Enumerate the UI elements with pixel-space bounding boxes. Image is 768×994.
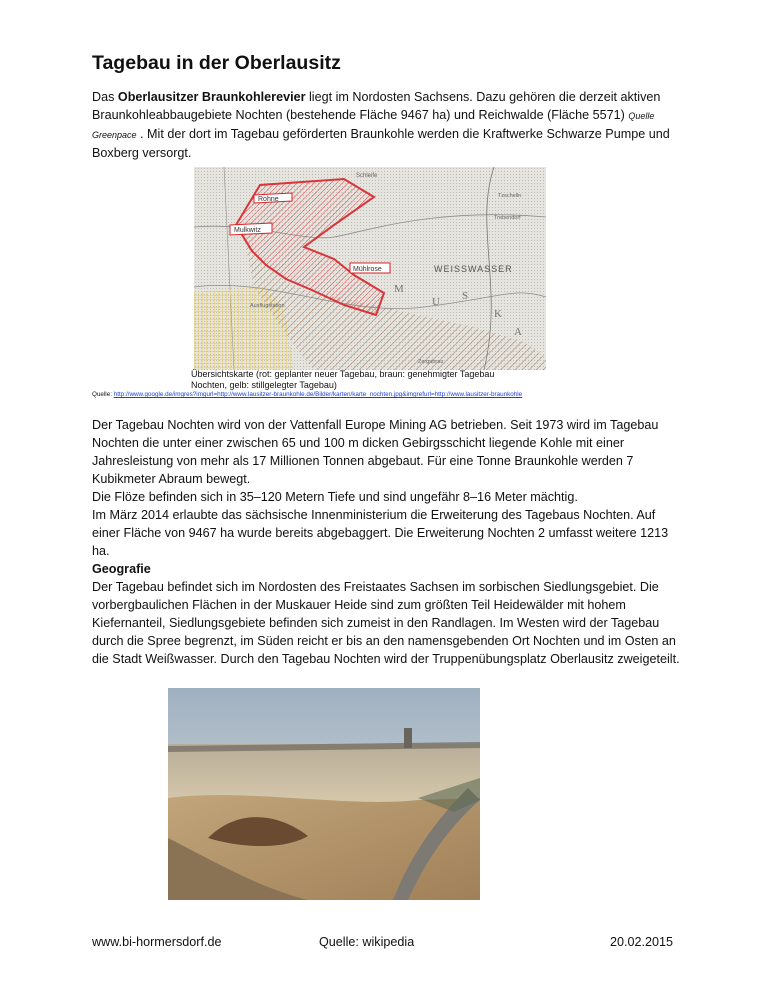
map-label-s: S — [462, 290, 469, 302]
landscape-photo — [168, 688, 480, 900]
page-title: Tagebau in der Oberlausitz — [92, 52, 341, 74]
footer-website: www.bi-hormersdorf.de — [92, 935, 222, 949]
map-label-k: K — [494, 308, 502, 320]
map-label-ausflugstation: Ausflugstation — [250, 303, 285, 309]
intro-text-3: . Mit der dort im Tagebau geförderten Braunkohle werden die Kraftwerke Schwarze Pumpe und Boxberg versorgt. — [92, 127, 670, 160]
map-caption: Übersichtskarte (rot: geplanter neuer Tagebau, braun: genehmigter Tagebau Nochten, gelb: stillgelegter Tagebau) — [191, 369, 495, 390]
map-label-u: U — [432, 296, 440, 308]
map-label-a: A — [514, 326, 522, 338]
map-label-muehlrose: Mühlrose — [353, 266, 382, 273]
map-graphic — [194, 167, 546, 370]
map-label-zergabrau: Zergabrau — [418, 359, 444, 365]
geografie-paragraph: Der Tagebau befindet sich im Nordosten des Freistaates Sachsen im sorbischen Siedlungsgebiet. Die vorbergbaulichen Flächen in der Muskauer Heide sind zum größten Teil Heidewälder mit hohem Kiefernanteil, Siedlungsgebiete befinden sich zumeist in den Randlagen. Im Westen wird der Tagebau durch die Spree begrenzt, im Süden reicht er bis an den namensgebenden Ort Nochten und im Osten an die Stadt Weißwasser. Durch den Tagebau Nochten wird der Truppenübungsplatz Oberlausitz zweigeteilt. — [92, 580, 680, 666]
map-label-trebendorf: Trebendorf — [494, 215, 521, 221]
map-label-rohne: Rohne — [258, 196, 279, 203]
body-paragraph-1: Der Tagebau Nochten wird von der Vattenfall Europe Mining AG betrieben. Seit 1973 wird im Tagebau Nochten die unter einer zwischen 65 und 100 m dicken Gebirgsschicht liegende Kohle mit einer Jahresleistung von mehr als 17 Millionen Tonnen abgebaut. Für eine Tonne Braunkohle werden 7 Kubikmeter Abraum bewegt. — [92, 418, 659, 486]
source-link[interactable]: http://www.google.de/imgres?imgurl=http://www.lausitzer-braunkohle.de/Bilder/karten/karte_nochten.jpg&imgrefurl=http://www.lausitzer-braunkohle — [113, 391, 523, 398]
image-source-line — [92, 391, 522, 398]
map-label-m: M — [394, 283, 404, 295]
map-label-tzschelln: Tzschelln — [498, 193, 522, 199]
map-label-schleife: Schleife — [356, 173, 378, 179]
body-paragraph-2: Die Flöze befinden sich in 35–120 Metern Tiefe und sind ungefähr 8–16 Meter mächtig. — [92, 490, 578, 504]
map-label-mulkwitz: Mulkwitz — [234, 227, 261, 234]
intro-text-2: liegt im Nordosten Sachsens. Dazu gehören die derzeit aktiven Braunkohleabbaugebiete Nochten (bestehende Fläche 9467 ha) und Reichwalde (Fläche 5571) — [92, 90, 661, 122]
intro-paragraph — [92, 88, 682, 162]
source-label: Quelle: — [92, 391, 114, 398]
photo-graphic — [168, 688, 480, 900]
body-paragraph-3: Im März 2014 erlaubte das sächsische Innenministerium die Erweiterung des Tagebaus Nochten. Auf einer Fläche von 9467 ha wurde bereits abgebaggert. Die Erweiterung Nochten 2 umfasst weitere 1213 ha. — [92, 508, 669, 558]
intro-text-1: Das — [92, 90, 118, 104]
map-label-weisswasser: WEISSWASSER — [434, 264, 513, 274]
overview-map — [194, 167, 546, 370]
section-heading-geografie: Geografie — [92, 562, 151, 576]
footer-source: Quelle: wikipedia — [319, 935, 415, 949]
intro-source-note: Quelle Greenpace — [92, 111, 655, 140]
footer-date: 20.02.2015 — [610, 935, 674, 949]
intro-bold-term: Oberlausitzer Braunkohlerevier — [117, 90, 306, 104]
